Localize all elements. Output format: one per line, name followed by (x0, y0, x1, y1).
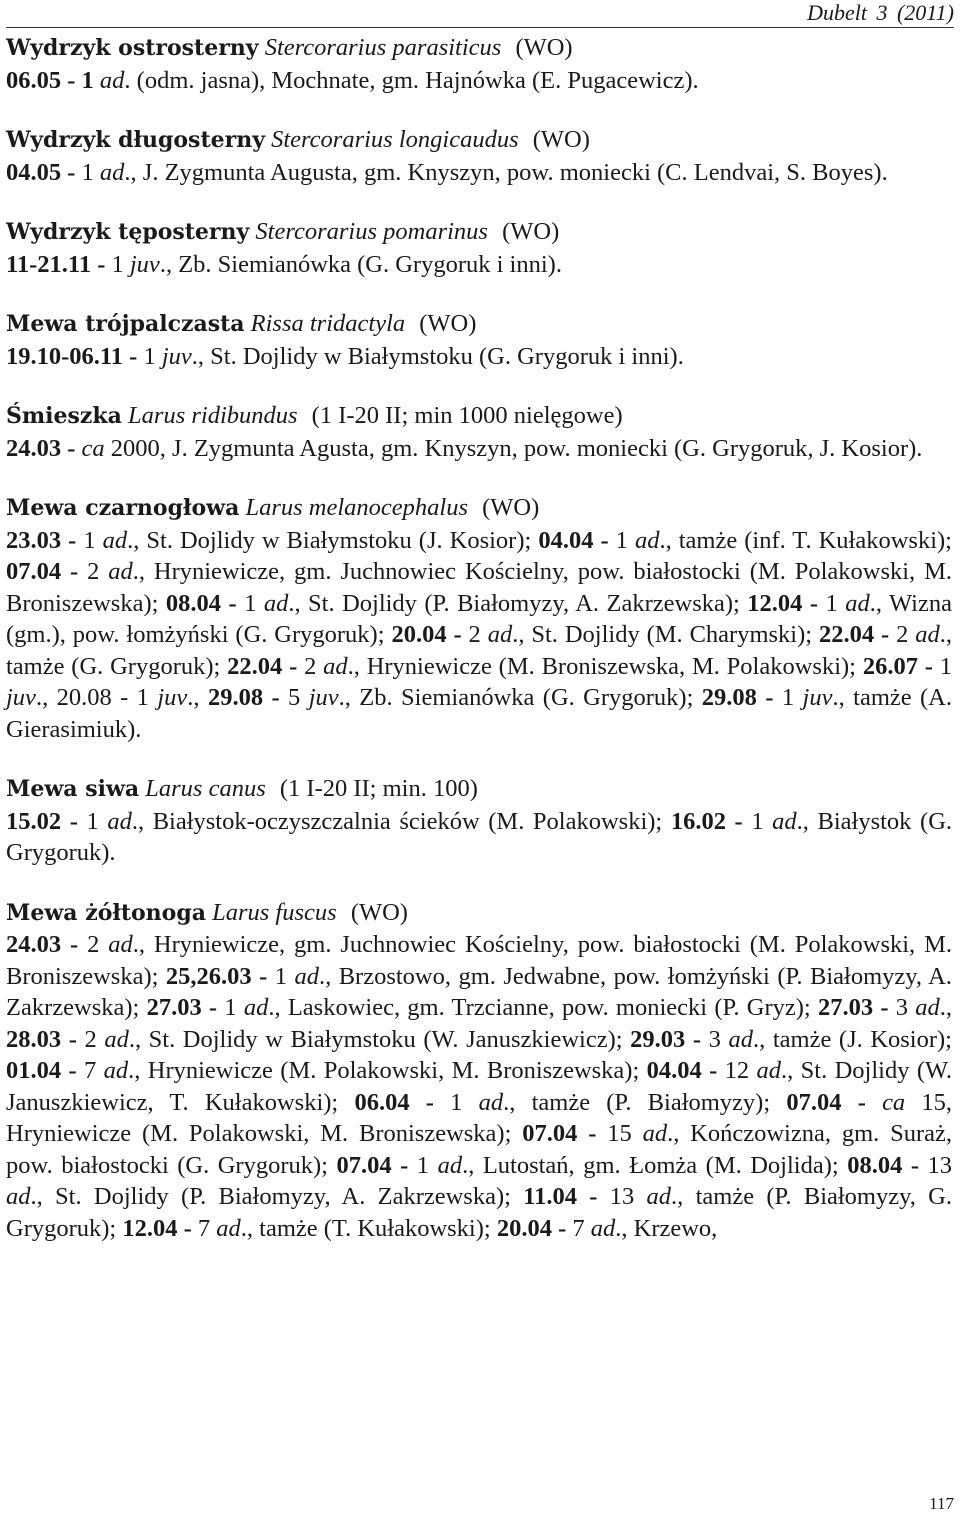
record-qualifier: ca (882, 1088, 906, 1116)
record-text: 1 (83, 526, 103, 554)
record-text: ., Krzewo, (615, 1214, 718, 1242)
record-qualifier: ad (108, 558, 133, 585)
record-date: 24.03 - (6, 931, 88, 958)
record-text: 1 (224, 994, 244, 1021)
record-date: 08.04 - (847, 1151, 928, 1179)
record-text: . (odm. jasna), Mochnate, gm. Hajnówka (E. Pugacewicz). (124, 66, 699, 94)
record-date: 29.08 - (207, 684, 289, 711)
record-qualifier: ad (99, 158, 125, 186)
species-status: (1 I-20 II; min 1000 nielęgowe) (311, 402, 623, 429)
record-date: 12.04 - (747, 589, 826, 617)
record-text: ., Lutostań, gm. Łomża (M. Dojlida); (462, 1151, 848, 1179)
record-qualifier: ad (294, 962, 319, 990)
record-date: 19.10-06.11 - (6, 342, 144, 370)
species-polish-name: Śmieszka (6, 403, 122, 429)
species-records (6, 525, 952, 746)
journal-issue: 3 (876, 0, 888, 25)
record-date: 04.05 - (6, 158, 82, 186)
record-date: 04.04 - (646, 1057, 725, 1084)
record-text: 1 (825, 589, 846, 617)
record-text: ., tamże (T. Kułakowski); (240, 1214, 497, 1242)
record-date: 15.02 - (6, 807, 87, 835)
record-text: ., Białystok-oczyszczalnia ścieków (M. Polakowski); (131, 807, 671, 835)
record-qualifier: juv (6, 684, 36, 711)
record-date: 07.04 - (336, 1151, 417, 1179)
record-date: 20.04 - (391, 621, 469, 648)
record-text: 7 (84, 1057, 104, 1084)
species-records (6, 341, 952, 373)
running-header (807, 0, 954, 26)
species-entry (6, 400, 952, 464)
species-polish-name: Mewa żółtonoga (6, 899, 206, 926)
species-status: (1 I-20 II; min. 100) (279, 775, 478, 802)
species-polish-name: Wydrzyk tęposterny (6, 219, 250, 245)
record-qualifier: ad (323, 652, 348, 680)
record-date: 04.04 - (538, 526, 616, 554)
record-date: 01.04 - (6, 1057, 85, 1084)
record-date: 26.07 - (862, 652, 940, 680)
record-qualifier: juv (157, 684, 188, 711)
record-qualifier: ad (216, 1214, 241, 1242)
record-qualifier: ad (104, 1025, 129, 1053)
record-date: 23.03 - (6, 526, 84, 554)
record-qualifier: juv (161, 342, 192, 370)
record-text: 2 (896, 621, 916, 648)
record-qualifier: ad (915, 621, 940, 648)
species-latin-name: Rissa tridactyla (250, 310, 406, 337)
species-latin-name: Stercorarius pomarinus (255, 218, 488, 245)
record-date: 25,26.03 - (165, 962, 275, 990)
record-text: 1 (939, 652, 952, 680)
record-text: ., tamże (J. Kosior); (752, 1025, 952, 1053)
record-date: 22.04 - (819, 621, 897, 648)
record-date: 07.04 - (786, 1088, 883, 1116)
record-date: 29.03 - (630, 1025, 709, 1053)
record-text: ., Hryniewicze (M. Polakowski, M. Broniszewska); (128, 1057, 647, 1084)
record-date: 11-21.11 - (6, 250, 112, 278)
species-entry (6, 32, 952, 96)
species-status: (WO) (515, 34, 573, 61)
species-entry (6, 492, 952, 745)
record-qualifier: ad (6, 1183, 31, 1210)
record-text: 1 (751, 807, 773, 835)
record-text: ., Laskowiec, gm. Trzcianne, pow. moniecki (P. Gryz); (268, 994, 818, 1021)
record-text: ., Zb. Siemianówka (G. Grygoruk); (338, 684, 702, 711)
species-latin-name: Larus canus (145, 775, 266, 802)
record-text: 1 (274, 962, 295, 990)
record-text: ., Brzostowo, gm. Jedwabne, pow. łomżyński (P. Białomyzy, A. Zakrzewska); (6, 962, 952, 1021)
species-heading (6, 400, 952, 433)
record-date: 22.04 - (227, 652, 305, 680)
record-text: ., tamże (P. Białomyzy); (503, 1088, 787, 1116)
record-text: ., Hryniewicze (M. Broniszewska, M. Polakowski); (347, 652, 863, 680)
record-date: 07.04 - (6, 558, 88, 585)
species-records (6, 65, 952, 97)
record-text: 1 (111, 250, 130, 278)
species-status: (WO) (419, 310, 477, 337)
record-text: 2 (304, 652, 324, 680)
record-qualifier: ad (642, 1120, 668, 1147)
species-latin-name: Larus melanocephalus (245, 494, 468, 521)
record-qualifier: ad (478, 1088, 504, 1116)
record-qualifier: ad (845, 589, 870, 617)
journal-year: (2011) (896, 0, 954, 25)
record-qualifier: ad (107, 807, 132, 835)
record-date: 08.04 - (165, 589, 245, 617)
record-text: ., tamże (P. Białomyzy, G. Grygoruk); (6, 1183, 953, 1242)
record-qualifier: juv (308, 684, 339, 711)
record-date: 24.03 - (6, 434, 82, 462)
record-text: ., St. Dojlidy w Białymstoku (G. Grygoruk i inni). (191, 342, 684, 370)
record-text: 1 (81, 158, 100, 186)
record-qualifier: ad (103, 1057, 129, 1084)
record-text: 3 (895, 994, 916, 1021)
record-text: 15, Hryniewicze (M. Polakowski, M. Broniszewska); (6, 1088, 953, 1147)
species-status: (WO) (350, 898, 408, 926)
record-text: ., 20.08 - 1 (35, 684, 158, 711)
record-qualifier: ad (437, 1151, 463, 1179)
record-qualifier: juv (802, 684, 833, 711)
record-text: 7 (197, 1214, 217, 1242)
record-text: 2000, J. Zygmunta Agusta, gm. Knyszyn, pow. moniecki (G. Grygoruk, J. Kosior). (104, 434, 923, 462)
record-text: ., St. Dojlidy (P. Białomyzy, A. Zakrzewska); (288, 589, 748, 617)
species-records (6, 929, 952, 1244)
record-text: 15 (607, 1120, 643, 1147)
record-text: ., St. Dojlidy (M. Charymski); (512, 621, 819, 648)
record-qualifier: ad (915, 994, 940, 1021)
record-text: ., (187, 684, 208, 711)
species-status: (WO) (482, 494, 540, 521)
record-text: ., St. Dojlidy w Białymstoku (J. Kosior); (127, 526, 539, 554)
record-date: 27.03 - (817, 994, 896, 1021)
record-text: ., tamże (G. Grygoruk); (6, 621, 953, 680)
species-entry (6, 124, 952, 188)
species-polish-name: Wydrzyk długosterny (6, 127, 265, 153)
record-text: ., Hryniewicze, gm. Juchnowiec Kościelny, pow. białostocki (M. Polakowski, M. Broniszewska); (6, 558, 952, 617)
record-date: 06.05 - 1 (6, 66, 100, 94)
record-text: 1 (781, 684, 803, 711)
record-text: 5 (288, 684, 309, 711)
record-text: ., Wizna (gm.), pow. łomżyński (G. Grygoruk); (6, 589, 952, 648)
record-qualifier: ad (634, 526, 660, 554)
record-text: ., Białystok (G. Grygoruk). (6, 807, 953, 866)
species-records (6, 433, 952, 465)
record-text: ., St. Dojlidy (W. Januszkiewicz, T. Kułakowski); (6, 1057, 952, 1116)
record-date: 29.08 - (701, 684, 782, 711)
page-number: 117 (929, 1494, 954, 1513)
record-qualifier: ad (102, 526, 128, 554)
header-rule (6, 27, 954, 28)
species-records (6, 806, 952, 869)
record-text: 1 (86, 807, 108, 835)
species-records (6, 157, 952, 189)
record-text: 1 (244, 589, 264, 617)
record-text: 2 (87, 558, 109, 585)
record-text: ., (939, 994, 952, 1021)
species-latin-name: Stercorarius parasiticus (264, 34, 502, 61)
record-text: 1 (143, 342, 162, 370)
document-body (6, 32, 952, 1272)
record-qualifier: ad (772, 807, 797, 835)
record-text: 2 (84, 1025, 105, 1053)
record-qualifier: ad (756, 1057, 782, 1084)
record-text: ., Zb. Siemianówka (G. Grygoruk i inni). (159, 250, 562, 278)
species-entry (6, 897, 952, 1245)
record-qualifier: juv (129, 250, 160, 278)
record-date: 27.03 - (146, 994, 225, 1021)
species-entry (6, 308, 952, 372)
record-date: 12.04 - (122, 1214, 198, 1242)
record-qualifier: ad (99, 66, 125, 94)
species-polish-name: Wydrzyk ostrosterny (6, 35, 259, 61)
record-text: 2 (87, 931, 109, 958)
species-heading (6, 308, 952, 341)
species-heading (6, 124, 952, 157)
record-qualifier: ad (487, 621, 513, 648)
species-latin-name: Stercorarius longicaudus (271, 126, 519, 153)
record-text: ., tamże (A. Gierasimiuk). (6, 684, 953, 743)
record-qualifier: ad (263, 589, 289, 617)
record-text: 13 (609, 1183, 647, 1210)
record-qualifier: ad (108, 931, 133, 958)
record-qualifier: ad (646, 1183, 672, 1210)
record-text: 13 (927, 1151, 953, 1179)
record-date: 07.04 - (522, 1120, 608, 1147)
species-latin-name: Larus ridibundus (128, 402, 298, 429)
species-entry (6, 773, 952, 869)
record-text: 3 (708, 1025, 729, 1053)
species-status: (WO) (532, 126, 590, 153)
species-status: (WO) (502, 218, 560, 245)
record-date: 28.03 - (6, 1025, 85, 1053)
record-text: 1 (615, 526, 635, 554)
species-heading (6, 216, 952, 249)
species-heading (6, 32, 952, 65)
record-text: ., Kończowizna, gm. Suraż, pow. białostocki (G. Grygoruk); (6, 1120, 952, 1179)
journal-name: Dubelt (807, 0, 867, 25)
species-heading (6, 773, 952, 806)
species-heading (6, 492, 952, 525)
record-text: ., J. Zygmunta Augusta, gm. Knyszyn, pow. moniecki (C. Lendvai, S. Boyes). (124, 158, 888, 186)
record-text: ., tamże (inf. T. Kułakowski); (659, 526, 952, 554)
record-text: 1 (450, 1088, 479, 1116)
species-entry (6, 216, 952, 280)
record-text: ., Hryniewicze, gm. Juchnowiec Kościelny, pow. białostocki (M. Polakowski, M. Broniszewska); (6, 931, 952, 990)
record-qualifier: ad (243, 994, 269, 1021)
record-qualifier: ad (728, 1025, 753, 1053)
record-text: ., St. Dojlidy w Białymstoku (W. Januszkiewicz); (128, 1025, 631, 1053)
record-qualifier: ca (81, 434, 105, 462)
record-text: 7 (572, 1214, 591, 1242)
species-heading (6, 897, 952, 930)
record-qualifier: ad (590, 1214, 616, 1242)
record-text: 1 (416, 1151, 438, 1179)
species-polish-name: Mewa trójpalczasta (6, 311, 245, 337)
record-date: 20.04 - (496, 1214, 573, 1242)
species-latin-name: Larus fuscus (212, 898, 337, 926)
record-date: 06.04 - (354, 1088, 451, 1116)
species-records (6, 249, 952, 281)
record-text: ., St. Dojlidy (P. Białomyzy, A. Zakrzewska); (30, 1183, 524, 1210)
species-polish-name: Mewa siwa (6, 776, 140, 802)
record-date: 16.02 - (670, 807, 752, 835)
record-text: 12 (724, 1057, 757, 1084)
species-polish-name: Mewa czarnogłowa (6, 495, 240, 521)
record-date: 11.04 - (523, 1183, 610, 1210)
record-text: 2 (468, 621, 488, 648)
